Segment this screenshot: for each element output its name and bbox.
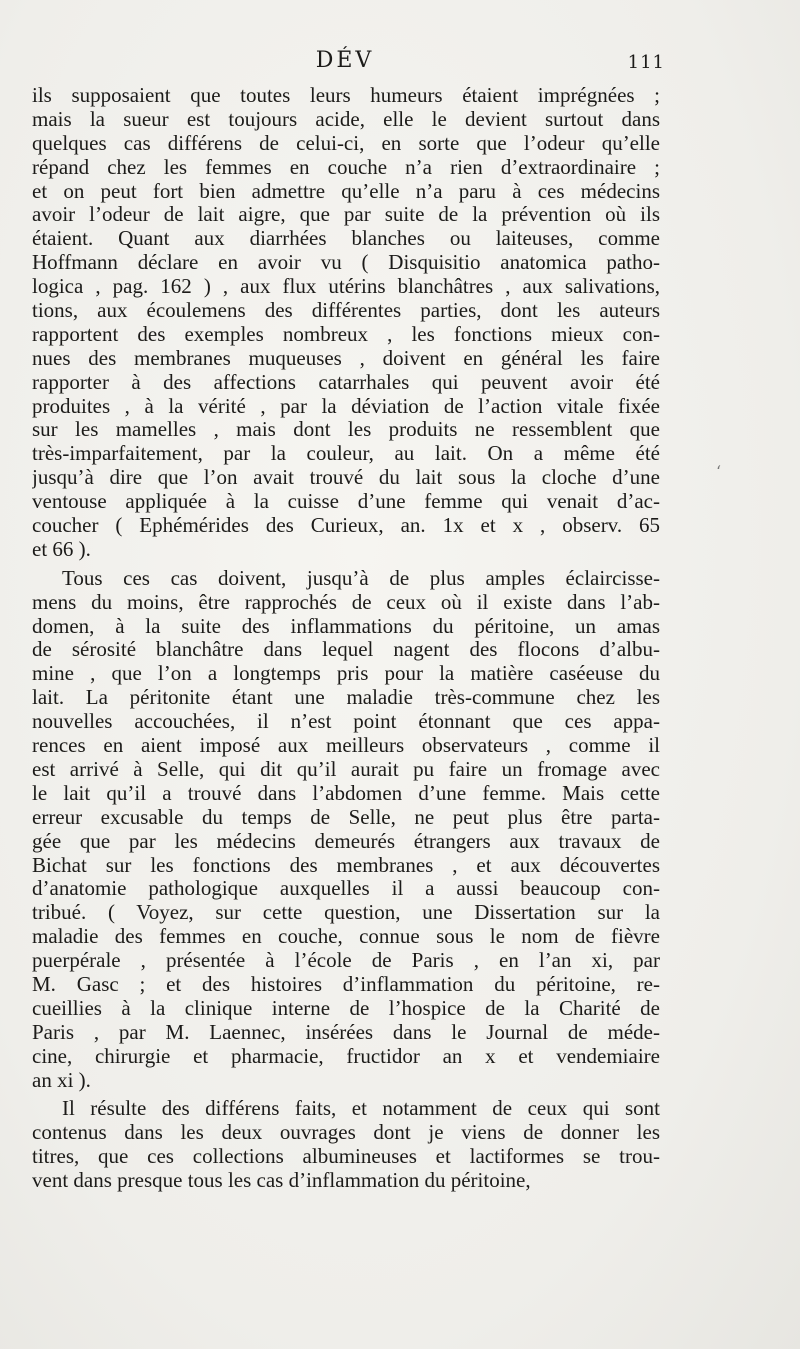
text-line: de sérosité blanchâtre dans lequel nagent des flocons d’albu- — [32, 638, 660, 662]
text-line: très-imparfaitement, par la couleur, au lait. On a même été — [32, 442, 660, 466]
text-line: vent dans presque tous les cas d’inflammation du péritoine, — [32, 1169, 531, 1193]
paragraph — [32, 567, 660, 1093]
text-line: sur les mamelles , mais dont les produits ne ressemblent que — [32, 418, 660, 442]
text-line: cine, chirurgie et pharmacie, fructidor an x et vendemiaire — [32, 1044, 660, 1068]
text-line: maladie des femmes en couche, connue sous le nom de fièvre — [32, 925, 660, 949]
text-line: est arrivé à Selle, qui dit qu’il aurait pu faire un fromage avec — [32, 757, 660, 781]
text-line: étaient. Quant aux diarrhées blanches ou laiteuses, comme — [32, 227, 660, 251]
text-line: rences en aient imposé aux meilleurs observateurs , comme il — [32, 734, 660, 758]
text-line: Il résulte des différens faits, et notamment de ceux qui sont — [62, 1097, 660, 1121]
text-line: et 66 ). — [32, 537, 91, 561]
text-line: mais la sueur est toujours acide, elle le devient surtout dans — [32, 107, 660, 131]
text-line: quelques cas différens de celui-ci, en sorte que l’odeur qu’elle — [32, 131, 660, 155]
text-line: titres, que ces collections albumineuses et lactiformes se trou- — [32, 1145, 660, 1169]
text-line: Paris , par M. Laennec, insérées dans le Journal de méde- — [32, 1020, 660, 1044]
text-line: répand chez les femmes en couche n’a rien d’extraordinaire ; — [32, 155, 660, 179]
text-line: erreur excusable du temps de Selle, ne peut plus être parta- — [32, 805, 660, 829]
text-line: nues des membranes muqueuses , doivent en général les faire — [32, 346, 660, 370]
text-line: coucher ( Ephémérides des Curieux, an. 1x et x , observ. 65 — [32, 514, 660, 538]
text-line: contenus dans les deux ouvrages dont je viens de donner les — [32, 1121, 660, 1145]
paragraph — [32, 1097, 660, 1193]
text-line: le lait qu’il a trouvé dans l’abdomen d’une femme. Mais cette — [32, 781, 660, 805]
text-line: domen, à la suite des inflammations du péritoine, un amas — [32, 614, 660, 638]
text-line: mine , que l’on a longtemps pris pour la matière caséeuse du — [32, 662, 660, 686]
text-line: puerpérale , présentée à l’école de Paris , en l’an xi, par — [32, 949, 660, 973]
text-line: nouvelles accouchées, il n’est point étonnant que ces appa- — [32, 710, 660, 734]
text-line: logica , pag. 162 ) , aux flux utérins blanchâtres , aux salivations, — [32, 275, 660, 299]
page-number: 111 — [627, 52, 665, 73]
text-line: an xi ). — [32, 1068, 91, 1092]
text-line: rapporter à des affections catarrhales qui peuvent avoir été — [32, 370, 660, 394]
text-line: et on peut fort bien admettre qu’elle n’a paru à ces médecins — [32, 179, 660, 203]
text-line: Tous ces cas doivent, jusqu’à de plus amples éclaircisse- — [62, 566, 660, 590]
text-line: Bichat sur les fonctions des membranes , et aux découvertes — [32, 853, 660, 877]
running-head: DÉV — [315, 48, 375, 73]
paragraph — [32, 84, 660, 562]
text-line: avoir l’odeur de lait aigre, que par suite de la prévention où ils — [32, 203, 660, 227]
text-line: gée que par les médecins demeurés étrangers aux travaux de — [32, 829, 660, 853]
text-line: Hoffmann déclare en avoir vu ( Disquisitio anatomica patho- — [32, 251, 660, 275]
text-line: jusqu’à dire que l’on avait trouvé du lait sous la cloche d’une — [32, 466, 660, 490]
text-line: ventouse appliquée à la cuisse d’une femme qui venait d’ac- — [32, 490, 660, 514]
text-line: mens du moins, être rapprochés de ceux où il existe dans l’ab- — [32, 590, 660, 614]
body-text — [32, 84, 660, 1193]
text-line: d’anatomie pathologique auxquelles il a aussi beaucoup con- — [32, 877, 660, 901]
page-header — [0, 48, 800, 82]
text-line: cueillies à la clinique interne de l’hospice de la Charité de — [32, 996, 660, 1020]
text-line: tribué. ( Voyez, sur cette question, une Dissertation sur la — [32, 901, 660, 925]
text-line: lait. La péritonite étant une maladie très-commune chez les — [32, 686, 660, 710]
text-line: rapportent des exemples nombreux , les fonctions mieux con- — [32, 322, 660, 346]
text-line: produites , à la vérité , par la déviation de l’action vitale fixée — [32, 394, 660, 418]
margin-mark: ‘ — [716, 462, 722, 481]
text-line: ils supposaient que toutes leurs humeurs étaient imprégnées ; — [32, 84, 660, 107]
text-line: M. Gasc ; et des histoires d’inflammation du péritoine, re- — [32, 972, 660, 996]
text-line: tions, aux écoulemens des différentes parties, dont les auteurs — [32, 299, 660, 323]
